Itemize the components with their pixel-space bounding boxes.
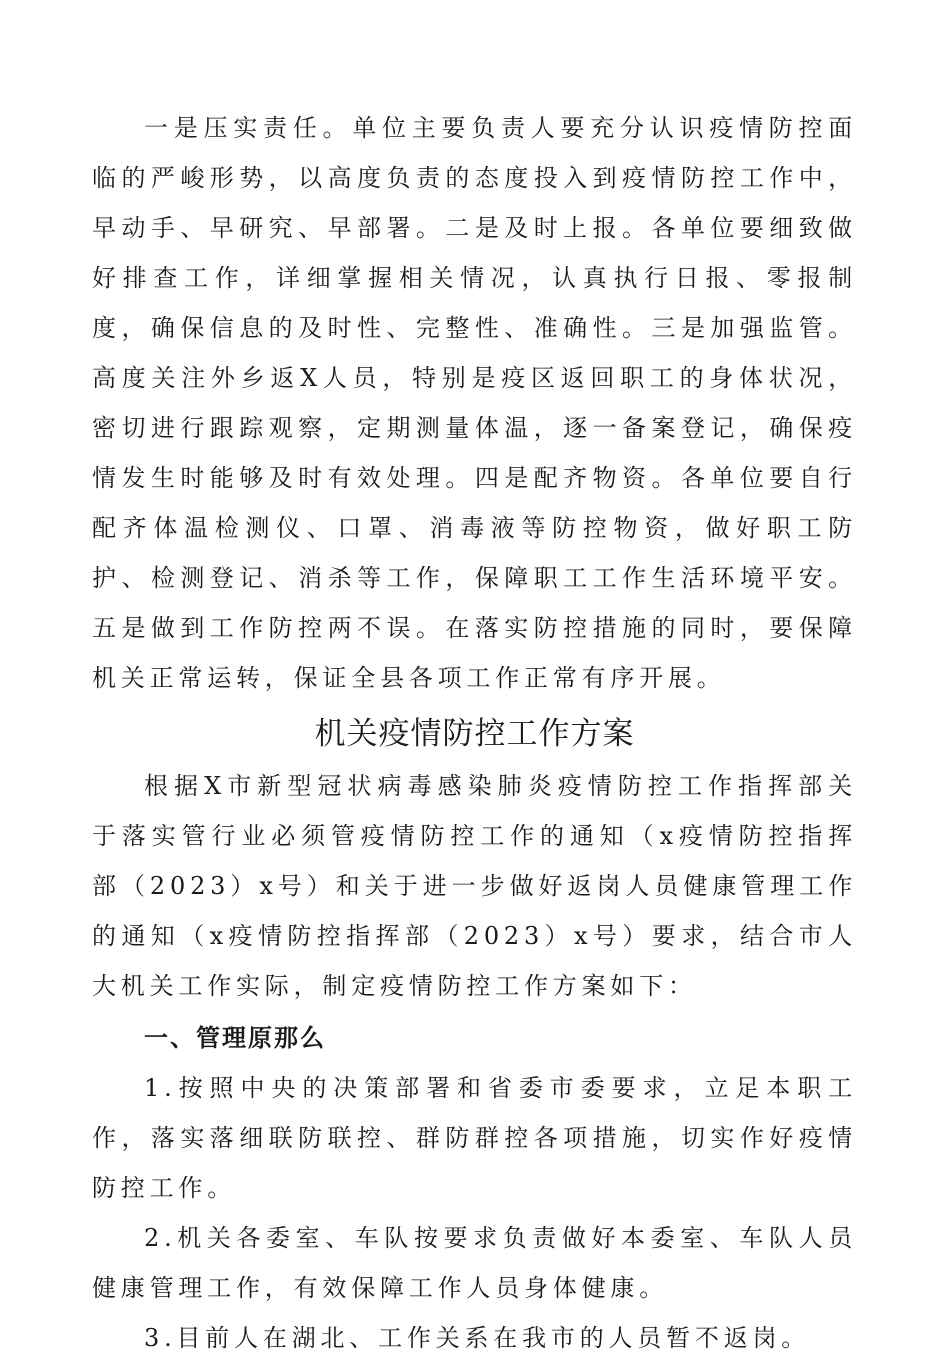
section-heading: 一、管理原那么 — [144, 1024, 326, 1052]
document-body — [92, 103, 857, 1363]
list-item: 2.机关各委室、车队按要求负责做好本委室、车队人员健康管理工作，有效保障工作人员身体健康。 — [92, 1224, 857, 1302]
intro-paragraph: 一是压实责任。单位主要负责人要充分认识疫情防控面临的严峻形势，以高度负责的态度投入到疫情防控工作中，早动手、早研究、早部署。二是及时上报。各单位要细致做好排查工作，详细掌握相关情况，认真执行日报、零报制度，确保信息的及时性、完整性、准确性。三是加强监管。高度关注外乡返X人员，特别是疫区返回职工的身体状况，密切进行跟踪观察，定期测量体温，逐一备案登记，确保疫情发生时能够及时有效处理。四是配齐物资。各单位要自行配齐体温检测仪、口罩、消毒液等防控物资，做好职工防护、检测登记、消杀等工作，保障职工工作生活环境平安。五是做到工作防控两不误。在落实防控措施的同时，要保障机关正常运转，保证全县各项工作正常有序开展。 — [92, 114, 857, 692]
opening-paragraph: 根据X市新型冠状病毒感染肺炎疫情防控工作指挥部关于落实管行业必须管疫情防控工作的通知（x疫情防控指挥部（2023）x号）和关于进一步做好返岗人员健康管理工作的通知（x疫情防控指挥部（2023）x号）要求，结合市人大机关工作实际，制定疫情防控工作方案如下： — [92, 772, 857, 1000]
list-item: 3.目前人在湖北、工作关系在我市的人员暂不返岗。 — [144, 1324, 811, 1352]
list-item: 1.按照中央的决策部署和省委市委要求，立足本职工作，落实落细联防联控、群防群控各项措施，切实作好疫情防控工作。 — [92, 1074, 857, 1202]
document-title: 机关疫情防控工作方案 — [314, 716, 635, 752]
